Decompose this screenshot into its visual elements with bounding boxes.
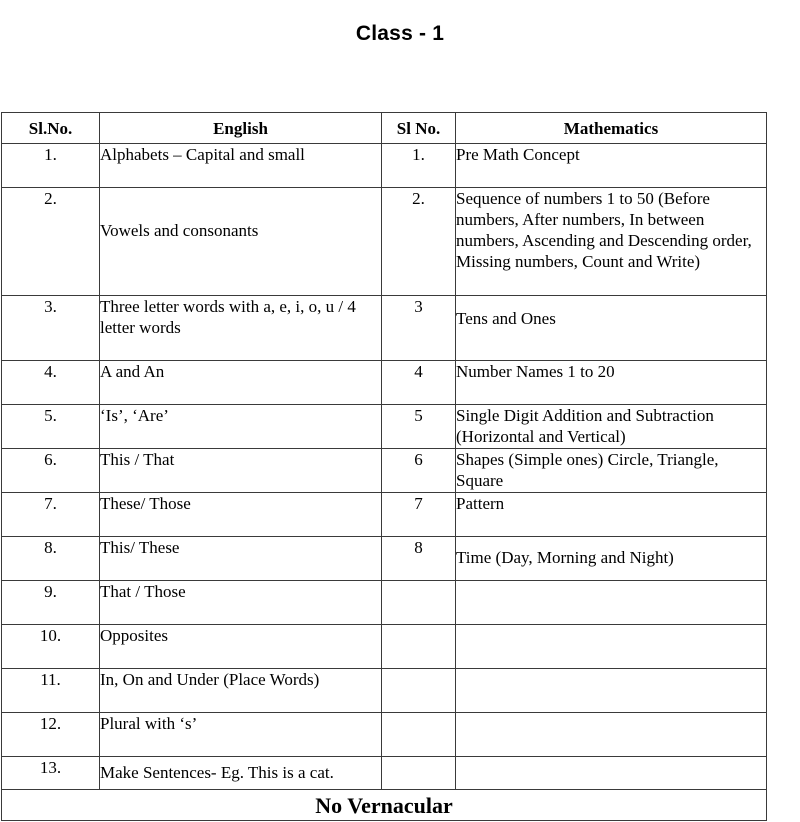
english-sl-no: 5.: [2, 405, 100, 449]
header-sl-no-english: Sl.No.: [2, 113, 100, 144]
english-topic: ‘Is’, ‘Are’: [100, 405, 382, 449]
math-topic: Number Names 1 to 20: [456, 361, 767, 405]
math-sl-no: [382, 625, 456, 669]
english-sl-no: 10.: [2, 625, 100, 669]
table-row: [2, 625, 767, 669]
table-row: [2, 757, 767, 790]
math-topic: Shapes (Simple ones) Circle, Triangle, Square: [456, 449, 767, 493]
english-topic: In, On and Under (Place Words): [100, 669, 382, 713]
math-topic: Pattern: [456, 493, 767, 537]
math-sl-no: [382, 757, 456, 790]
math-topic: [456, 713, 767, 757]
math-topic: Tens and Ones: [456, 296, 767, 361]
table-row: [2, 188, 767, 296]
table-row: [2, 361, 767, 405]
english-topic: This / That: [100, 449, 382, 493]
english-topic: Make Sentences- Eg. This is a cat.: [100, 757, 382, 790]
header-sl-no-math: Sl No.: [382, 113, 456, 144]
math-sl-no: 6: [382, 449, 456, 493]
english-topic: These/ Those: [100, 493, 382, 537]
math-topic: [456, 625, 767, 669]
math-sl-no: [382, 669, 456, 713]
english-topic: This/ These: [100, 537, 382, 581]
math-sl-no: 1.: [382, 144, 456, 188]
english-sl-no: 8.: [2, 537, 100, 581]
english-sl-no: 1.: [2, 144, 100, 188]
math-topic: Sequence of numbers 1 to 50 (Before numbers, After numbers, In between numbers, Ascending and Descending order, Missing numbers, Count and Write): [456, 188, 767, 296]
math-topic: [456, 757, 767, 790]
math-sl-no: 7: [382, 493, 456, 537]
math-sl-no: 4: [382, 361, 456, 405]
table-row: [2, 581, 767, 625]
math-topic: Time (Day, Morning and Night): [456, 537, 767, 581]
english-topic: That / Those: [100, 581, 382, 625]
math-topic: Single Digit Addition and Subtraction (Horizontal and Vertical): [456, 405, 767, 449]
english-sl-no: 11.: [2, 669, 100, 713]
table-header-row: [2, 113, 767, 144]
english-topic: Vowels and consonants: [100, 188, 382, 296]
header-mathematics: Mathematics: [456, 113, 767, 144]
english-topic: Opposites: [100, 625, 382, 669]
footer-note: No Vernacular: [2, 790, 767, 821]
table-row: [2, 669, 767, 713]
math-sl-no: [382, 713, 456, 757]
table-row: [2, 449, 767, 493]
english-topic: A and An: [100, 361, 382, 405]
footer-row: [2, 790, 767, 821]
math-sl-no: 5: [382, 405, 456, 449]
english-sl-no: 2.: [2, 188, 100, 296]
english-sl-no: 4.: [2, 361, 100, 405]
table-row: [2, 713, 767, 757]
english-sl-no: 6.: [2, 449, 100, 493]
math-topic: [456, 669, 767, 713]
english-sl-no: 12.: [2, 713, 100, 757]
math-sl-no: 8: [382, 537, 456, 581]
english-sl-no: 9.: [2, 581, 100, 625]
table-row: [2, 493, 767, 537]
page-title: Class - 1: [355, 22, 445, 45]
math-sl-no: [382, 581, 456, 625]
english-topic: Plural with ‘s’: [100, 713, 382, 757]
english-sl-no: 7.: [2, 493, 100, 537]
english-topic: Three letter words with a, e, i, o, u / 4 letter words: [100, 296, 382, 361]
table-row: [2, 296, 767, 361]
header-english: English: [100, 113, 382, 144]
table-row: [2, 537, 767, 581]
math-sl-no: 2.: [382, 188, 456, 296]
table-row: [2, 405, 767, 449]
syllabus-table: [1, 112, 767, 821]
table-row: [2, 144, 767, 188]
english-sl-no: 13.: [2, 757, 100, 790]
english-topic: Alphabets – Capital and small: [100, 144, 382, 188]
math-sl-no: 3: [382, 296, 456, 361]
math-topic: [456, 581, 767, 625]
math-topic: Pre Math Concept: [456, 144, 767, 188]
english-sl-no: 3.: [2, 296, 100, 361]
